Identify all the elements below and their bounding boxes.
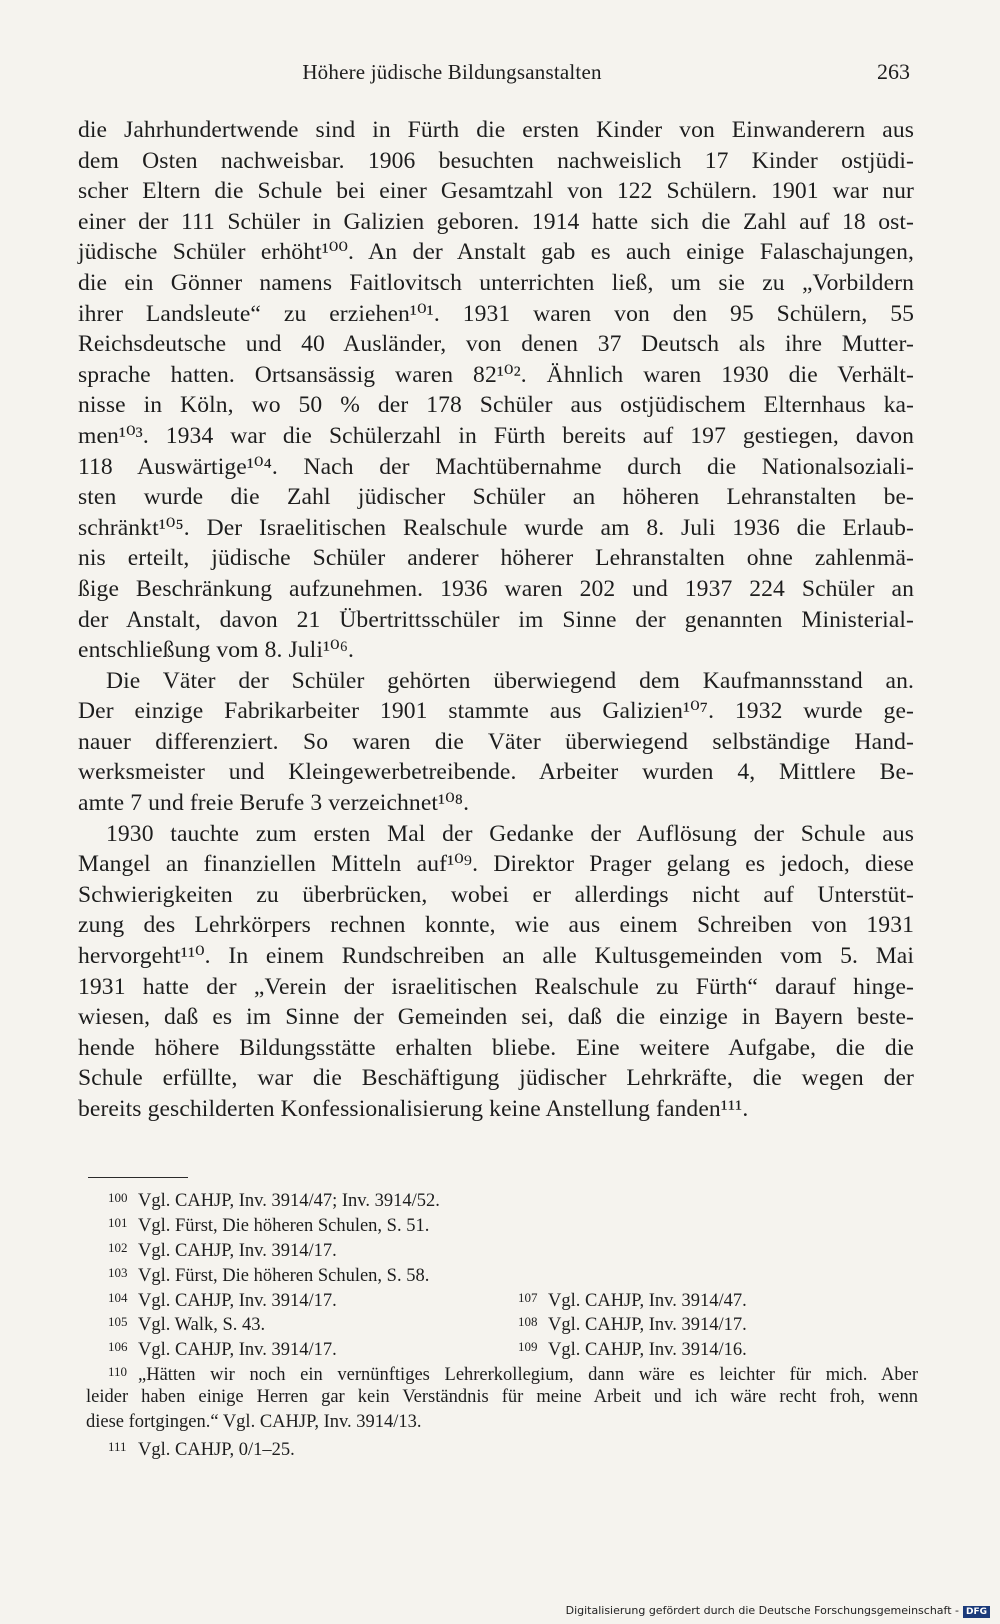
footnote-text: Vgl. CAHJP, Inv. 3914/16.	[548, 1340, 747, 1361]
body-line: sten wurde die Zahl jüdischer Schüler an höheren Lehranstalten be-	[78, 484, 914, 511]
footnote-row	[86, 1236, 918, 1261]
body-line: Reichsdeutsche und 40 Ausländer, von denen 37 Deutsch als ihre Mutter-	[78, 331, 914, 358]
footnote-text: Vgl. CAHJP, 0/1–25.	[138, 1439, 295, 1460]
body-line: 1931 hatte der „Verein der israelitischen Realschule zu Fürth“ darauf hinge-	[78, 973, 914, 1000]
footnote-line: diese fortgingen.“ Vgl. CAHJP, Inv. 3914/13.	[86, 1412, 422, 1433]
footnote-text: Vgl. CAHJP, Inv. 3914/47; Inv. 3914/52.	[138, 1191, 440, 1211]
footnote-text: Vgl. Fürst, Die höheren Schulen, S. 58.	[138, 1265, 430, 1286]
dfg-logo-icon: DFG	[963, 1606, 990, 1618]
body-line: Die Väter der Schüler gehörten überwiegend dem Kaufmannsstand an.	[106, 667, 914, 694]
footnote-text: Vgl. CAHJP, Inv. 3914/17.	[138, 1290, 337, 1311]
body-line: zung des Lehrkörpers rechnen konnte, wie aus einem Schreiben von 1931	[78, 912, 914, 939]
body-line: Der einzige Fabrikarbeiter 1901 stammte aus Galizien¹⁰⁷. 1932 wurde ge-	[78, 698, 914, 725]
footnote-number: 109	[518, 1339, 538, 1355]
footnote-111	[108, 1435, 295, 1463]
footnote-110	[86, 1360, 918, 1435]
footnote-line	[86, 1360, 918, 1385]
footnote-106	[108, 1335, 337, 1363]
footnote-101	[108, 1211, 429, 1239]
footnote-text: „Hätten wir noch ein vernünftiges Lehrerkollegium, dann wäre es leichter für mich. Aber	[138, 1365, 918, 1386]
body-line: die ein Gönner namens Faitlovitsch unterrichten ließ, um sie zu „Vorbildern	[78, 269, 914, 296]
footnote-text: Vgl. CAHJP, Inv. 3914/47.	[548, 1290, 747, 1311]
body-line: einer der 111 Schüler in Galizien geboren. 1914 hatte sich die Zahl auf 18 ost-	[78, 208, 914, 235]
footer-text: Digitalisierung gefördert durch die Deutsche Forschungsgemeinschaft -	[565, 1604, 959, 1617]
body-line: der Anstalt, davon 21 Übertrittsschüler im Sinne der genannten Ministerial-	[78, 606, 914, 633]
footnote-number: 108	[518, 1314, 538, 1330]
footnote-number: 103	[108, 1264, 128, 1280]
body-line: werksmeister und Kleingewerbetreibende. Arbeiter wurden 4, Mittlere Be-	[78, 759, 914, 786]
body-line: nauer differenziert. So waren die Väter überwiegend selbständige Hand-	[78, 728, 914, 755]
footnote-divider	[88, 1177, 188, 1178]
footnote-number: 111	[108, 1438, 127, 1454]
body-line: entschließung vom 8. Juli¹⁰⁶.	[78, 637, 355, 664]
body-line: bereits geschilderten Konfessionalisierung keine Anstellung fanden¹¹¹.	[78, 1096, 749, 1122]
footnote-104	[108, 1286, 337, 1314]
body-line: ihrer Landsleute“ zu erziehen¹⁰¹. 1931 waren von den 95 Schülern, 55	[78, 300, 914, 327]
footnote-row	[86, 1261, 918, 1286]
body-line: 1930 tauchte zum ersten Mal der Gedanke der Auflösung der Schule aus	[106, 820, 914, 847]
footnote-number: 100	[108, 1190, 128, 1205]
footnote-text: Vgl. Fürst, Die höheren Schulen, S. 51.	[138, 1215, 430, 1236]
footnote-row	[86, 1211, 918, 1236]
footnote-text: Vgl. Walk, S. 43.	[138, 1315, 266, 1336]
footnotes	[86, 1186, 918, 1460]
footnote-102	[108, 1236, 337, 1264]
body-line: nis erteilt, jüdische Schüler anderer höherer Lehranstalten ohne zahlenmä-	[78, 545, 914, 572]
body-line: amte 7 und freie Berufe 3 verzeichnet¹⁰⁸.	[78, 790, 470, 817]
digitization-footer	[566, 1604, 990, 1618]
footnote-number: 106	[108, 1339, 128, 1355]
body-line: nisse in Köln, wo 50 % der 178 Schüler aus ostjüdischem Elternhaus ka-	[78, 392, 914, 419]
footnote-number: 101	[108, 1214, 128, 1230]
body-line: scher Eltern die Schule bei einer Gesamtzahl von 122 Schülern. 1901 war nur	[78, 178, 914, 205]
footnote-text: Vgl. CAHJP, Inv. 3914/17.	[138, 1240, 337, 1261]
body-line: Mangel an finanziellen Mitteln auf¹⁰⁹. Direktor Prager gelang es jedoch, diese	[78, 851, 914, 878]
body-line: sprache hatten. Ortsansässig waren 82¹⁰². Ähnlich waren 1930 die Verhält-	[78, 361, 914, 388]
footnote-text: Vgl. CAHJP, Inv. 3914/17.	[548, 1315, 747, 1336]
body-line: 118 Auswärtige¹⁰⁴. Nach der Machtübernahme durch die Nationalsoziali-	[78, 453, 914, 480]
running-head-title: Höhere jüdische Bildungsanstalten	[302, 60, 602, 84]
body-line: wiesen, daß es im Sinne der Gemeinden sei, daß die einzige in Bayern beste-	[78, 1004, 914, 1031]
body-text	[78, 115, 914, 1125]
footnote-100	[108, 1186, 440, 1214]
footnote-109	[518, 1335, 747, 1363]
page-number: 263	[877, 59, 910, 84]
body-line: Schwierigkeiten zu überbrücken, wobei er allerdings nicht auf Unterstüt-	[78, 881, 914, 908]
footnote-number: 102	[108, 1239, 128, 1255]
footnote-number: 105	[108, 1314, 128, 1330]
footnote-row	[86, 1435, 918, 1460]
body-line: hende höhere Bildungsstätte erhalten bliebe. Eine weitere Aufgabe, die die	[78, 1034, 914, 1061]
footnote-row	[86, 1186, 918, 1211]
body-line: ßige Beschränkung aufzunehmen. 1936 waren 202 und 1937 224 Schüler an	[78, 575, 914, 602]
footnote-text: Vgl. CAHJP, Inv. 3914/17.	[138, 1340, 337, 1361]
running-head	[80, 56, 910, 88]
body-line: schränkt¹⁰⁵. Der Israelitischen Realschule wurde am 8. Juli 1936 die Erlaub-	[78, 514, 914, 541]
footnote-number: 107	[518, 1289, 538, 1305]
body-line: men¹⁰³. 1934 war die Schülerzahl in Fürth bereits auf 197 gestiegen, davon	[78, 422, 914, 449]
body-line: die Jahrhundertwende sind in Fürth die ersten Kinder von Einwanderern aus	[78, 117, 914, 143]
footnote-row	[86, 1286, 918, 1311]
body-line: Schule erfüllte, war die Beschäftigung jüdischer Lehrkräfte, die wegen der	[78, 1065, 914, 1092]
footnote-number: 104	[108, 1289, 128, 1305]
body-line: dem Osten nachweisbar. 1906 besuchten nachweislich 17 Kinder ostjüdi-	[78, 147, 914, 174]
footnote-row	[86, 1335, 918, 1360]
footnote-105	[108, 1310, 265, 1338]
body-line: jüdische Schüler erhöht¹⁰⁰. An der Anstalt gab es auch einige Falaschajungen,	[78, 239, 914, 266]
footnote-line: leider haben einige Herren gar kein Verständnis für meine Arbeit und ich wäre recht froh, wenn	[86, 1387, 918, 1408]
footnote-103	[108, 1261, 429, 1289]
footnote-107	[518, 1286, 747, 1314]
footnote-row	[86, 1310, 918, 1335]
footnote-number: 110	[108, 1364, 128, 1380]
body-line: hervorgeht¹¹⁰. In einem Rundschreiben an alle Kultusgemeinden vom 5. Mai	[78, 943, 914, 970]
footnote-108	[518, 1310, 747, 1338]
